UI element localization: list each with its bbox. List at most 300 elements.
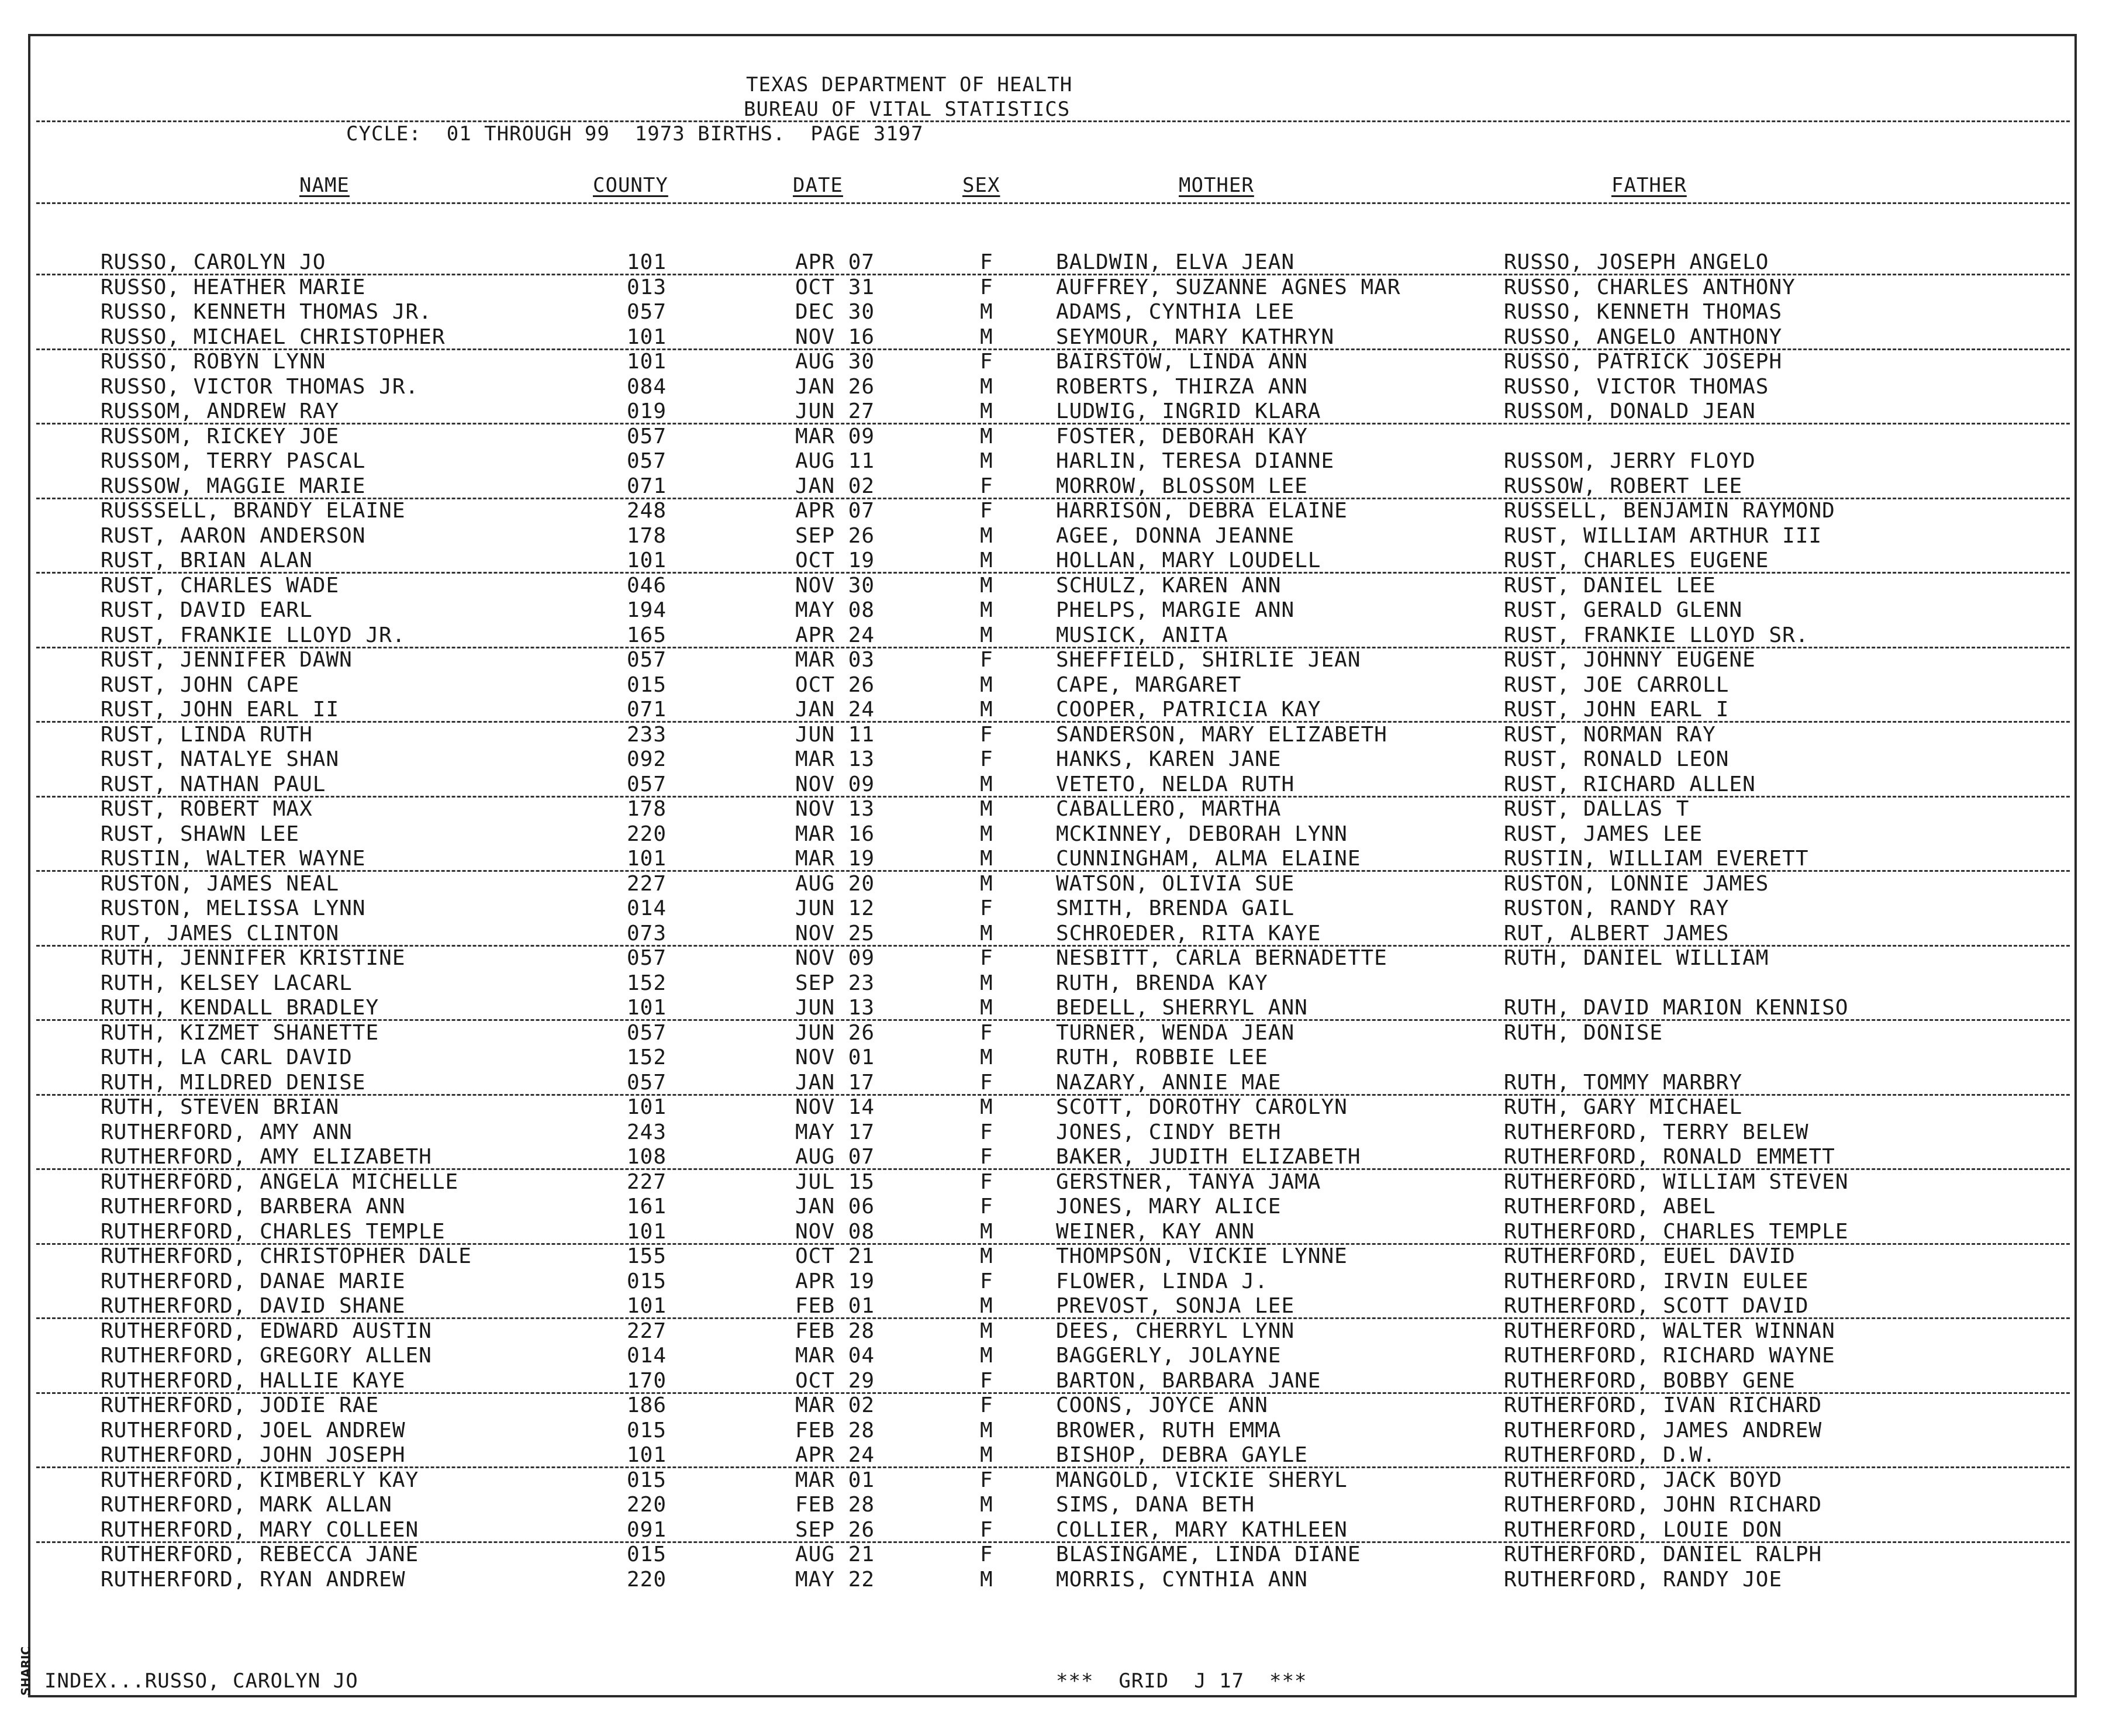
cell-county: 178 <box>627 523 667 548</box>
cell-county: 101 <box>627 250 667 274</box>
cell-mother: BARTON, BARBARA JANE <box>1056 1368 1321 1393</box>
cell-sex: M <box>980 822 993 846</box>
cell-sex: F <box>980 1120 993 1144</box>
cell-father: RUSTIN, WILLIAM EVERETT <box>1504 847 1809 871</box>
cell-sex: M <box>980 672 993 697</box>
cell-father: RUTHERFORD, WILLIAM STEVEN <box>1504 1169 1849 1194</box>
cell-date: MAY 22 <box>795 1567 875 1592</box>
cell-county: 108 <box>627 1145 667 1169</box>
cell-name: RUTH, KENDALL BRADLEY <box>101 996 379 1020</box>
cell-date: NOV 14 <box>795 1095 875 1119</box>
cell-county: 101 <box>627 1443 667 1467</box>
cell-father: RUST, JOHNNY EUGENE <box>1504 648 1756 672</box>
table-row <box>0 673 2123 698</box>
cell-sex: M <box>980 1045 993 1069</box>
cell-date: NOV 13 <box>795 797 875 821</box>
table-row <box>0 1120 2123 1145</box>
cell-name: RUST, AARON ANDERSON <box>101 523 366 548</box>
cell-date: JUN 27 <box>795 399 875 423</box>
cell-county: 057 <box>627 772 667 796</box>
cell-mother: NAZARY, ANNIE MAE <box>1056 1070 1282 1095</box>
cell-date: OCT 29 <box>795 1368 875 1393</box>
cell-mother: VETETO, NELDA RUTH <box>1056 772 1295 796</box>
cell-county: 101 <box>627 1095 667 1119</box>
table-row <box>0 1195 2123 1219</box>
cell-mother: BAGGERLY, JOLAYNE <box>1056 1344 1282 1368</box>
table-row <box>0 971 2123 996</box>
table-row <box>0 524 2123 548</box>
cell-sex: M <box>980 548 993 572</box>
cell-sex: F <box>980 1195 993 1219</box>
cell-name: RUSSO, VICTOR THOMAS JR. <box>101 374 419 399</box>
row-group-rule <box>36 945 2070 947</box>
cell-father: RUTH, DAVID MARION KENNISO <box>1504 996 1849 1020</box>
cell-mother: SANDERSON, MARY ELIZABETH <box>1056 722 1387 747</box>
table-row <box>0 648 2123 672</box>
cell-sex: F <box>980 350 993 374</box>
cell-name: RUST, BRIAN ALAN <box>101 548 313 572</box>
cell-name: RUSSOW, MAGGIE MARIE <box>101 474 366 498</box>
cell-county: 057 <box>627 449 667 473</box>
cell-county: 014 <box>627 896 667 920</box>
cell-name: RUTHERFORD, JODIE RAE <box>101 1393 379 1417</box>
cell-date: JUN 12 <box>795 896 875 920</box>
cell-county: 220 <box>627 1567 667 1592</box>
cell-name: RUTHERFORD, REBECCA JANE <box>101 1542 419 1566</box>
cell-name: RUTHERFORD, JOEL ANDREW <box>101 1418 406 1442</box>
cell-date: AUG 30 <box>795 350 875 374</box>
cell-father: RUTHERFORD, BOBBY GENE <box>1504 1368 1796 1393</box>
cell-name: RUSSO, HEATHER MARIE <box>101 275 366 299</box>
cell-mother: ROBERTS, THIRZA ANN <box>1056 374 1308 399</box>
table-row <box>0 797 2123 822</box>
cell-county: 046 <box>627 573 667 598</box>
cell-county: 194 <box>627 598 667 622</box>
row-group-rule <box>36 423 2070 424</box>
cell-name: RUTH, MILDRED DENISE <box>101 1070 366 1095</box>
cell-father: RUSTON, LONNIE JAMES <box>1504 871 1769 896</box>
table-row <box>0 1021 2123 1045</box>
cell-date: FEB 28 <box>795 1493 875 1517</box>
cell-mother: GERSTNER, TANYA JAMA <box>1056 1169 1321 1194</box>
cell-mother: JONES, CINDY BETH <box>1056 1120 1282 1144</box>
cell-sex: M <box>980 1567 993 1592</box>
cell-sex: M <box>980 1095 993 1119</box>
cell-date: OCT 19 <box>795 548 875 572</box>
cell-name: RUST, FRANKIE LLOYD JR. <box>101 623 406 647</box>
cell-sex: F <box>980 474 993 498</box>
cell-date: AUG 20 <box>795 871 875 896</box>
cell-county: 155 <box>627 1244 667 1268</box>
cell-mother: HARRISON, DEBRA ELAINE <box>1056 499 1348 523</box>
cell-date: APR 24 <box>795 623 875 647</box>
cell-mother: BISHOP, DEBRA GAYLE <box>1056 1443 1308 1467</box>
column-header-father: FATHER <box>1611 174 1687 197</box>
header-department: TEXAS DEPARTMENT OF HEALTH <box>746 73 1073 96</box>
cell-father: RUTHERFORD, DANIEL RALPH <box>1504 1542 1822 1566</box>
cell-name: RUST, JOHN EARL II <box>101 698 340 722</box>
cell-sex: M <box>980 399 993 423</box>
cell-date: JUL 15 <box>795 1169 875 1194</box>
table-row <box>0 1244 2123 1269</box>
column-header-date: DATE <box>793 174 843 197</box>
table-row <box>0 896 2123 921</box>
cell-mother: COONS, JOYCE ANN <box>1056 1393 1268 1417</box>
cell-father: RUTHERFORD, LOUIE DON <box>1504 1517 1783 1542</box>
cell-date: MAR 09 <box>795 424 875 448</box>
cell-father: RUST, CHARLES EUGENE <box>1504 548 1769 572</box>
table-row <box>0 747 2123 772</box>
row-group-rule <box>36 647 2070 648</box>
cell-name: RUTHERFORD, EDWARD AUSTIN <box>101 1319 432 1343</box>
cell-sex: M <box>980 1244 993 1268</box>
cell-father: RUST, FRANKIE LLOYD SR. <box>1504 623 1809 647</box>
cell-sex: M <box>980 598 993 622</box>
cell-sex: M <box>980 523 993 548</box>
table-row <box>0 1369 2123 1393</box>
cell-mother: SHEFFIELD, SHIRLIE JEAN <box>1056 648 1361 672</box>
cell-father: RUTHERFORD, RICHARD WAYNE <box>1504 1344 1835 1368</box>
cell-sex: F <box>980 896 993 920</box>
cell-county: 015 <box>627 1542 667 1566</box>
cell-sex: M <box>980 300 993 324</box>
cell-name: RUSTON, JAMES NEAL <box>101 871 340 896</box>
cell-county: 057 <box>627 1020 667 1045</box>
cell-county: 170 <box>627 1368 667 1393</box>
table-row <box>0 847 2123 871</box>
cell-date: DEC 30 <box>795 300 875 324</box>
cell-name: RUTH, STEVEN BRIAN <box>101 1095 340 1119</box>
cell-date: NOV 09 <box>795 946 875 970</box>
cell-father: RUSSO, JOSEPH ANGELO <box>1504 250 1769 274</box>
cell-county: 165 <box>627 623 667 647</box>
cell-county: 084 <box>627 374 667 399</box>
cell-mother: LUDWIG, INGRID KLARA <box>1056 399 1321 423</box>
table-row <box>0 872 2123 896</box>
row-group-rule <box>36 1392 2070 1394</box>
cell-name: RUST, JENNIFER DAWN <box>101 648 353 672</box>
cell-county: 057 <box>627 424 667 448</box>
cell-county: 015 <box>627 1468 667 1492</box>
cell-name: RUSSOM, ANDREW RAY <box>101 399 340 423</box>
cell-sex: M <box>980 1219 993 1244</box>
cell-county: 152 <box>627 1045 667 1069</box>
cell-father: RUTHERFORD, RONALD EMMETT <box>1504 1145 1835 1169</box>
cell-mother: SCHROEDER, RITA KAYE <box>1056 921 1321 945</box>
cell-date: OCT 31 <box>795 275 875 299</box>
cell-name: RUTHERFORD, RYAN ANDREW <box>101 1567 406 1592</box>
cell-mother: AGEE, DONNA JEANNE <box>1056 523 1295 548</box>
cell-sex: F <box>980 648 993 672</box>
cell-mother: MUSICK, ANITA <box>1056 623 1228 647</box>
cell-father: RUTHERFORD, D.W. <box>1504 1443 1716 1467</box>
cell-name: RUTH, LA CARL DAVID <box>101 1045 353 1069</box>
cell-mother: SCOTT, DOROTHY CAROLYN <box>1056 1095 1348 1119</box>
cell-sex: M <box>980 871 993 896</box>
table-row <box>0 499 2123 523</box>
cell-father: RUST, JAMES LEE <box>1504 822 1703 846</box>
cell-date: FEB 28 <box>795 1418 875 1442</box>
cell-father: RUST, WILLIAM ARTHUR III <box>1504 523 1822 548</box>
cell-date: MAR 01 <box>795 1468 875 1492</box>
cell-father: RUSSOM, DONALD JEAN <box>1504 399 1756 423</box>
cell-mother: SIMS, DANA BETH <box>1056 1493 1255 1517</box>
cell-name: RUTHERFORD, DANAE MARIE <box>101 1269 406 1293</box>
cell-date: APR 24 <box>795 1443 875 1467</box>
cell-mother: MORRIS, CYNTHIA ANN <box>1056 1567 1308 1592</box>
header-cycle: CYCLE: 01 THROUGH 99 1973 BIRTHS. PAGE 3197 <box>346 122 924 146</box>
cell-date: NOV 16 <box>795 325 875 349</box>
cell-sex: F <box>980 747 993 771</box>
cell-date: JAN 02 <box>795 474 875 498</box>
cell-sex: M <box>980 374 993 399</box>
table-row <box>0 698 2123 722</box>
cell-mother: NESBITT, CARLA BERNADETTE <box>1056 946 1387 970</box>
cell-father: RUTHERFORD, TERRY BELEW <box>1504 1120 1809 1144</box>
row-group-rule <box>36 1466 2070 1468</box>
cell-date: AUG 11 <box>795 449 875 473</box>
cell-father: RUST, GERALD GLENN <box>1504 598 1743 622</box>
cell-name: RUTHERFORD, DAVID SHANE <box>101 1294 406 1318</box>
cell-mother: COOPER, PATRICIA KAY <box>1056 698 1321 722</box>
table-row <box>0 275 2123 300</box>
side-mark <box>2 1637 33 1702</box>
cell-sex: M <box>980 772 993 796</box>
cell-father: RUSSO, ANGELO ANTHONY <box>1504 325 1783 349</box>
cell-county: 092 <box>627 747 667 771</box>
cell-name: RUTHERFORD, MARK ALLAN <box>101 1493 392 1517</box>
cell-father: RUTHERFORD, WALTER WINNAN <box>1504 1319 1835 1343</box>
cell-mother: BEDELL, SHERRYL ANN <box>1056 996 1308 1020</box>
cell-name: RUTH, JENNIFER KRISTINE <box>101 946 406 970</box>
cell-name: RUTHERFORD, AMY ELIZABETH <box>101 1145 432 1169</box>
row-group-rule <box>36 1168 2070 1170</box>
cell-date: APR 19 <box>795 1269 875 1293</box>
table-row <box>0 1294 2123 1319</box>
cell-mother: MCKINNEY, DEBORAH LYNN <box>1056 822 1348 846</box>
cell-county: 101 <box>627 350 667 374</box>
cell-mother: WEINER, KAY ANN <box>1056 1219 1255 1244</box>
table-row <box>0 548 2123 573</box>
table-row <box>0 250 2123 275</box>
cell-mother: BROWER, RUTH EMMA <box>1056 1418 1282 1442</box>
cell-name: RUST, JOHN CAPE <box>101 672 300 697</box>
cell-county: 071 <box>627 698 667 722</box>
cell-sex: F <box>980 1468 993 1492</box>
cell-county: 233 <box>627 722 667 747</box>
header-rule-top <box>36 120 2070 122</box>
cell-mother: SCHULZ, KAREN ANN <box>1056 573 1282 598</box>
cell-date: MAR 16 <box>795 822 875 846</box>
cell-mother: BLASINGAME, LINDA DIANE <box>1056 1542 1361 1566</box>
cell-date: JUN 13 <box>795 996 875 1020</box>
cell-name: RUTHERFORD, AMY ANN <box>101 1120 353 1144</box>
cell-date: OCT 21 <box>795 1244 875 1268</box>
cell-date: MAY 08 <box>795 598 875 622</box>
cell-date: NOV 25 <box>795 921 875 945</box>
cell-mother: HANKS, KAREN JANE <box>1056 747 1282 771</box>
cell-date: MAR 13 <box>795 747 875 771</box>
row-group-rule <box>36 796 2070 798</box>
cell-sex: M <box>980 325 993 349</box>
cell-name: RUST, CHARLES WADE <box>101 573 340 598</box>
cell-name: RUTHERFORD, KIMBERLY KAY <box>101 1468 419 1492</box>
cell-date: MAY 17 <box>795 1120 875 1144</box>
cell-county: 178 <box>627 797 667 821</box>
table-row <box>0 922 2123 946</box>
cell-county: 227 <box>627 871 667 896</box>
cell-sex: M <box>980 573 993 598</box>
cell-father: RUTH, GARY MICHAEL <box>1504 1095 1743 1119</box>
cell-father: RUST, JOHN EARL I <box>1504 698 1730 722</box>
cell-county: 071 <box>627 474 667 498</box>
cell-date: OCT 26 <box>795 672 875 697</box>
cell-sex: M <box>980 1443 993 1467</box>
cell-date: NOV 08 <box>795 1219 875 1244</box>
cell-mother: CUNNINGHAM, ALMA ELAINE <box>1056 847 1361 871</box>
cell-sex: M <box>980 797 993 821</box>
cell-father: RUTH, DONISE <box>1504 1020 1663 1045</box>
table-row <box>0 399 2123 424</box>
cell-county: 101 <box>627 1294 667 1318</box>
table-row <box>0 1071 2123 1095</box>
cell-name: RUST, DAVID EARL <box>101 598 313 622</box>
cell-mother: BAIRSTOW, LINDA ANN <box>1056 350 1308 374</box>
grid-label: *** GRID J 17 *** <box>1056 1669 1307 1693</box>
cell-date: APR 07 <box>795 250 875 274</box>
table-row <box>0 350 2123 374</box>
cell-date: SEP 26 <box>795 1517 875 1542</box>
cell-date: JAN 17 <box>795 1070 875 1095</box>
cell-sex: F <box>980 275 993 299</box>
table-row <box>0 1220 2123 1244</box>
cell-father: RUT, ALBERT JAMES <box>1504 921 1730 945</box>
table-row <box>0 1568 2123 1592</box>
header-rule-bottom <box>36 202 2070 204</box>
cell-date: JUN 11 <box>795 722 875 747</box>
cell-father: RUST, DALLAS T <box>1504 797 1690 821</box>
cell-sex: M <box>980 971 993 995</box>
cell-sex: M <box>980 623 993 647</box>
cell-sex: M <box>980 996 993 1020</box>
cell-county: 152 <box>627 971 667 995</box>
cell-name: RUSSSELL, BRANDY ELAINE <box>101 499 406 523</box>
cell-sex: F <box>980 1070 993 1095</box>
cell-mother: CABALLERO, MARTHA <box>1056 797 1282 821</box>
cell-sex: F <box>980 1145 993 1169</box>
cell-county: 013 <box>627 275 667 299</box>
table-row <box>0 1170 2123 1195</box>
cell-mother: RUTH, ROBBIE LEE <box>1056 1045 1268 1069</box>
header-bureau: BUREAU OF VITAL STATISTICS <box>744 98 1071 121</box>
cell-name: RUSSO, CAROLYN JO <box>101 250 326 274</box>
cell-name: RUTH, KELSEY LACARL <box>101 971 353 995</box>
cell-county: 101 <box>627 325 667 349</box>
cell-county: 227 <box>627 1169 667 1194</box>
column-header-county: COUNTY <box>593 174 668 197</box>
table-row <box>0 1493 2123 1517</box>
cell-name: RUTHERFORD, GREGORY ALLEN <box>101 1344 432 1368</box>
cell-county: 015 <box>627 672 667 697</box>
table-row <box>0 1269 2123 1294</box>
table-row <box>0 1443 2123 1468</box>
cell-date: JUN 26 <box>795 1020 875 1045</box>
cell-date: SEP 26 <box>795 523 875 548</box>
cell-name: RUSSOM, TERRY PASCAL <box>101 449 366 473</box>
cell-sex: M <box>980 1319 993 1343</box>
table-row <box>0 1518 2123 1542</box>
cell-father: RUTH, TOMMY MARBRY <box>1504 1070 1743 1095</box>
cell-sex: F <box>980 250 993 274</box>
cell-sex: M <box>980 921 993 945</box>
row-group-rule <box>36 1094 2070 1096</box>
cell-county: 220 <box>627 1493 667 1517</box>
cell-name: RUTHERFORD, CHRISTOPHER DALE <box>101 1244 472 1268</box>
cell-date: JAN 06 <box>795 1195 875 1219</box>
cell-father: RUTHERFORD, JOHN RICHARD <box>1504 1493 1822 1517</box>
cell-father: RUTHERFORD, IVAN RICHARD <box>1504 1393 1822 1417</box>
column-header-mother: MOTHER <box>1179 174 1254 197</box>
cell-name: RUSSO, ROBYN LYNN <box>101 350 326 374</box>
table-row <box>0 1393 2123 1418</box>
cell-father: RUSSO, VICTOR THOMAS <box>1504 374 1769 399</box>
cell-date: FEB 28 <box>795 1319 875 1343</box>
table-row <box>0 424 2123 449</box>
column-header-name: NAME <box>299 174 350 197</box>
cell-date: JAN 26 <box>795 374 875 399</box>
cell-county: 101 <box>627 847 667 871</box>
cell-mother: FOSTER, DEBORAH KAY <box>1056 424 1308 448</box>
cell-county: 220 <box>627 822 667 846</box>
cell-name: RUST, NATHAN PAUL <box>101 772 326 796</box>
cell-date: NOV 01 <box>795 1045 875 1069</box>
cell-date: FEB 01 <box>795 1294 875 1318</box>
cell-mother: FLOWER, LINDA J. <box>1056 1269 1268 1293</box>
cell-name: RUTH, KIZMET SHANETTE <box>101 1020 379 1045</box>
row-group-rule <box>36 348 2070 350</box>
cell-sex: F <box>980 946 993 970</box>
cell-mother: AUFFREY, SUZANNE AGNES MAR <box>1056 275 1401 299</box>
cell-father: RUSSELL, BENJAMIN RAYMOND <box>1504 499 1835 523</box>
cell-county: 248 <box>627 499 667 523</box>
side-mark-text: SHARIC <box>19 1646 33 1696</box>
cell-father: RUSSO, CHARLES ANTHONY <box>1504 275 1796 299</box>
table-row <box>0 946 2123 971</box>
cell-father: RUTHERFORD, IRVIN EULEE <box>1504 1269 1809 1293</box>
cell-mother: DEES, CHERRYL LYNN <box>1056 1319 1295 1343</box>
cell-father: RUTHERFORD, CHARLES TEMPLE <box>1504 1219 1849 1244</box>
cell-sex: M <box>980 847 993 871</box>
cell-father: RUTHERFORD, RANDY JOE <box>1504 1567 1783 1592</box>
cell-mother: BAKER, JUDITH ELIZABETH <box>1056 1145 1361 1169</box>
cell-name: RUST, NATALYE SHAN <box>101 747 340 771</box>
cell-mother: MANGOLD, VICKIE SHERYL <box>1056 1468 1348 1492</box>
row-group-rule <box>36 1317 2070 1319</box>
cell-date: MAR 03 <box>795 648 875 672</box>
cell-mother: RUTH, BRENDA KAY <box>1056 971 1268 995</box>
cell-name: RUTHERFORD, CHARLES TEMPLE <box>101 1219 446 1244</box>
table-row <box>0 1145 2123 1169</box>
cell-father: RUTHERFORD, EUEL DAVID <box>1504 1244 1796 1268</box>
cell-father: RUSTON, RANDY RAY <box>1504 896 1730 920</box>
cell-date: NOV 30 <box>795 573 875 598</box>
table-row <box>0 325 2123 350</box>
cell-name: RUTHERFORD, HALLIE KAYE <box>101 1368 406 1393</box>
cell-mother: THOMPSON, VICKIE LYNNE <box>1056 1244 1348 1268</box>
cell-father: RUSSOM, JERRY FLOYD <box>1504 449 1756 473</box>
cell-father: RUSSO, KENNETH THOMAS <box>1504 300 1783 324</box>
cell-mother: COLLIER, MARY KATHLEEN <box>1056 1517 1348 1542</box>
